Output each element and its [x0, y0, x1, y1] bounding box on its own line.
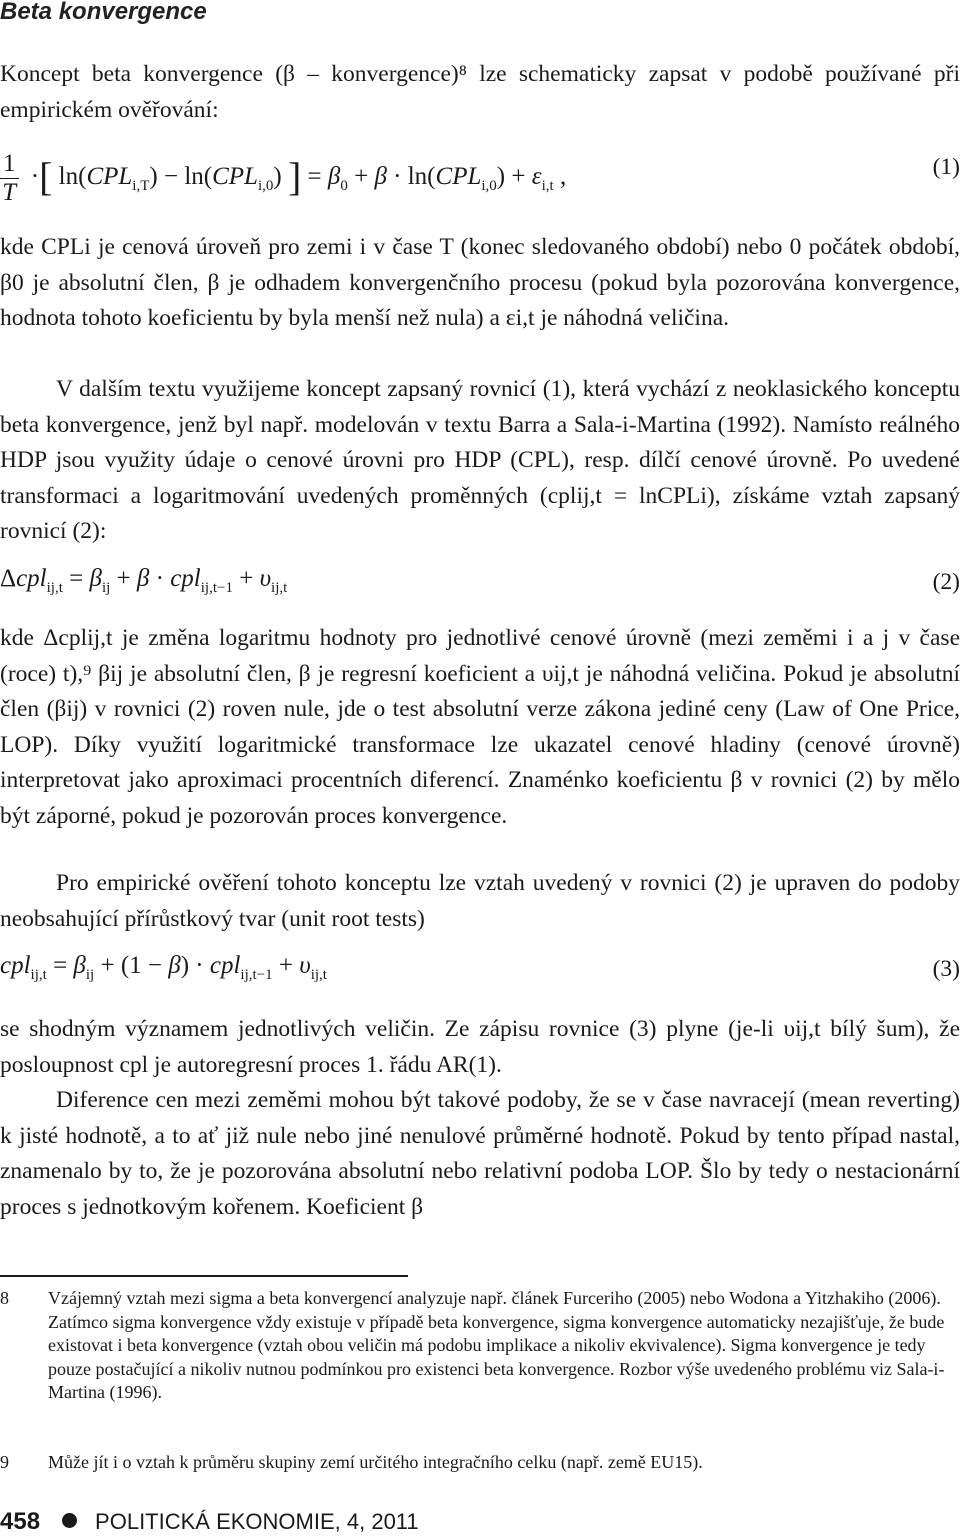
- footnote-divider: [0, 1275, 408, 1277]
- paragraph-intro: [0, 57, 960, 128]
- equation-2-body: $\Delta cpl_{ij,t} = \beta_{ij} + \beta \cdot cpl_{ij,t-1} + \upsilon_{ij,t}$: [0, 565, 288, 596]
- paragraph-definitions-2-text: kde Δcplij,t je změna logaritmu hodnoty pro jednotlivé cenové úrovně (mezi zeměmi i a j v čase (roce) t),⁹ βij je absolutní člen, β je regresní koeficient a υij,t je náhodná veličina. Pokud je absolutní člen (βij) v rovnici (2) roven nule, jde o test absolutní verze zákona jediné ceny (Law of One Price, LOP). Díky využití logaritmické transformace lze ukazatel cenové hladiny (cenové úrovně) interpretovat jako aproximaci procentních diferencí. Znaménko koeficientu β v rovnici (2) by mělo být záporné, pokud je pozorován proces konvergence.: [0, 625, 960, 829]
- equation-3-number: (3): [932, 956, 960, 982]
- footnote-9-number: 9: [0, 1452, 9, 1472]
- footnote-8-number: 8: [0, 1288, 9, 1308]
- paragraph-method-text: V dalším textu využijeme koncept zapsaný rovnicí (1), která vychází z neoklasického konceptu beta konvergence, jenž byl např. modelován v textu Barra a Sala-i-Martina (1992). Namísto reálného HDP jsou využity údaje o cenové úrovni pro HDP (CPL), resp. dílčí cenové úrovně. Po uvedené transformaci a logaritmování uvedených proměnných (cplij,t = lnCPLi), získáme vztah zapsaný rovnicí (2):: [0, 376, 960, 544]
- equation-1-body: $\frac{1}{T}$ ·[ $\ln(CPL_{i,T}) - \ln(CPL_{i,0})$ ] = $\beta_0 + \beta \cdot \ln(CPL_{i,0}) + \varepsilon_{i,t}$ ,: [0, 150, 566, 207]
- paragraph-intro-text: Koncept beta konvergence (β – konvergence)⁸ lze schematicky zapsat v podobě používané při empirickém ověřování:: [0, 61, 960, 123]
- footnote-8-text: Vzájemný vztah mezi sigma a beta konvergencí analyzuje např. článek Furceriho (2005) nebo Wodona a Yitzhakiho (2006). Zatímco sigma konvergence vždy existuje v případě beta konvergence, sigma konvergence automaticky nezajišťuje, že bude existovat i beta konvergence (vztah obou veličin má podobu implikace a nikoliv ekvivalence). Sigma konvergence je tedy pouze postačující a nikoliv nutnou podmínkou pro existenci beta konvergence. Rozbor výše uvedeného problému viz Sala-i-Martina (1996).: [48, 1288, 945, 1402]
- journal-name: POLITICKÁ EKONOMIE, 4, 2011: [95, 1509, 419, 1534]
- footnote-9-text: Může jít i o vztah k průměru skupiny zemí určitého integračního celku (např. země EU15).: [48, 1452, 703, 1472]
- paragraph-definitions-1-text: kde CPLi je cenová úroveň pro zemi i v čase T (konec sledovaného období) nebo 0 počátek období, β0 je absolutní člen, β je odhadem konvergenčního procesu (pokud byla pozorována konvergence, hodnota tohoto koeficientu by byla menší než nula) a εi,t je náhodná veličina.: [0, 234, 960, 331]
- section-heading: Beta konvergence: [0, 0, 207, 25]
- paragraph-meaning: [0, 1012, 960, 1083]
- equation-2-number: (2): [932, 569, 960, 595]
- paragraph-method: [0, 372, 960, 550]
- paragraph-differences-text: Diference cen mezi zeměmi mohou být takové podoby, že se v čase navracejí (mean reverting) k jisté hodnotě, a to ať již nule nebo jiné nenulové průměrné hodnotě. Pokud by tento případ nastal, znamenalo by to, že je pozorována absolutní nebo relativní podoba LOP. Šlo by tedy o nestacionární proces s jednotkovým kořenem. Koeficient β: [0, 1087, 960, 1220]
- paragraph-empirical: [0, 866, 960, 937]
- page-footer: [0, 1508, 419, 1536]
- paragraph-differences: [0, 1083, 960, 1225]
- equation-1: [0, 150, 960, 206]
- paragraph-meaning-text: se shodným významem jednotlivých veličin. Ze zápisu rovnice (3) plyne (je-li υij,t bílý šum), že posloupnost cpl je autoregresní proces 1. řádu AR(1).: [0, 1016, 960, 1078]
- paragraph-definitions-2: [0, 621, 960, 834]
- equation-1-number: (1): [932, 154, 960, 180]
- equation-3: [0, 952, 960, 996]
- page-number: 458: [0, 1508, 41, 1535]
- bullet-dot-icon: [62, 1513, 77, 1528]
- equation-2: [0, 565, 960, 609]
- paragraph-empirical-text: Pro empirické ověření tohoto konceptu lze vztah uvedený v rovnici (2) je upraven do podoby neobsahující přírůstkový tvar (unit root tests): [0, 870, 960, 932]
- paragraph-definitions-1: [0, 230, 960, 337]
- equation-3-body: $cpl_{ij,t} = \beta_{ij} + (1 - \beta) \cdot cpl_{ij,t-1} + \upsilon_{ij,t}$: [0, 952, 327, 983]
